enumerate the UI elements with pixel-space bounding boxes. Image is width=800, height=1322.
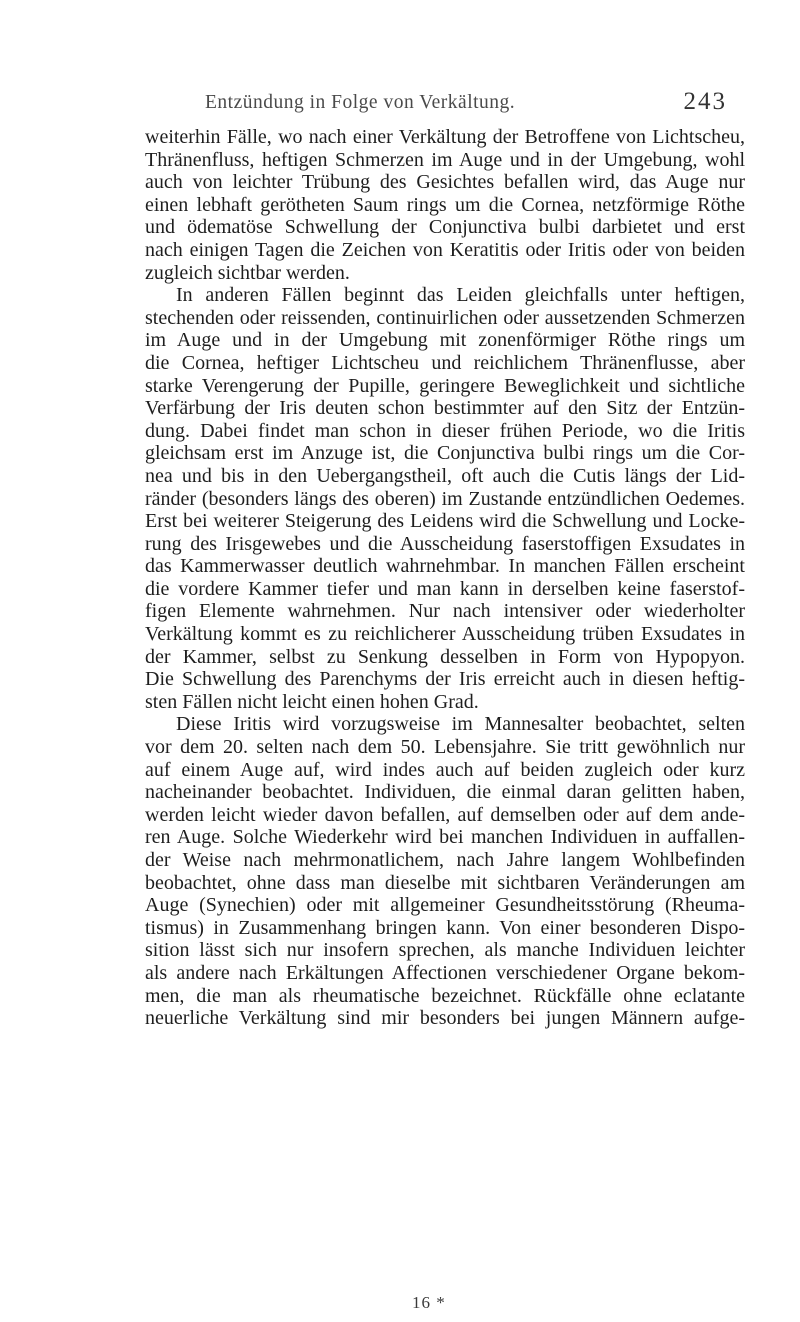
text-line: die Cornea, heftiger Lichtscheu und reichlichem Thränenflusse, aber [145,351,745,374]
text-line: In anderen Fällen beginnt das Leiden gleichfalls unter heftigen, [176,284,745,307]
text-line: neuerliche Verkältung sind mir besonders bei jungen Männern aufge- [145,1007,745,1030]
running-head [145,90,745,126]
text-line: Verkältung kommt es zu reichlicherer Ausscheidung trüben Exsudates in [145,623,745,646]
text-line: ren Auge. Solche Wiederkehr wird bei manchen Individuen in auffallen- [145,826,745,849]
text-line: der Kammer, selbst zu Senkung desselben in Form von Hypopyon. [145,645,745,668]
text-line: Die Schwellung des Parenchyms der Iris erreicht auch in diesen heftig- [145,668,745,691]
text-line: die vordere Kammer tiefer und man kann in derselben keine faserstof- [145,577,745,600]
text-line: men, die man als rheumatische bezeichnet. Rückfälle ohne eclatante [145,984,745,1007]
text-line: das Kammerwasser deutlich wahrnehmbar. In manchen Fällen erscheint [145,555,745,578]
text-line: nacheinander beobachtet. Individuen, die einmal daran gelitten haben, [145,781,745,804]
text-line: nach einigen Tagen die Zeichen von Keratitis oder Iritis oder von beiden [145,238,745,261]
signature-mark: 16 * [412,1293,446,1312]
text-line: vor dem 20. selten nach dem 50. Lebensjahre. Sie tritt gewöhnlich nur [145,736,745,759]
text-line: Thränenfluss, heftigen Schmerzen im Auge und in der Umgebung, wohl [145,148,745,171]
text-line: sten Fällen nicht leicht einen hohen Grad. [145,690,479,713]
text-line: dung. Dabei findet man schon in dieser frühen Periode, wo die Iritis [145,419,745,442]
text-line: zugleich sichtbar werden. [145,261,350,284]
text-line: und ödematöse Schwellung der Conjunctiva bulbi darbietet und erst [145,216,745,239]
text-line: werden leicht wieder davon befallen, auf demselben oder auf dem ande- [145,803,745,826]
text-line: sition lässt sich nur insofern sprechen, als manche Individuen leichter [145,939,745,962]
text-line: Erst bei weiterer Steigerung des Leidens wird die Schwellung und Locke- [145,510,745,533]
text-line: rung des Irisgewebes und die Ausscheidung faserstoffigen Exsudates in [145,532,745,555]
text-line: weiterhin Fälle, wo nach einer Verkältung der Betroffene von Lichtscheu, [145,126,745,148]
body-text [145,126,745,1030]
text-line: stechenden oder reissenden, continuirlichen oder aussetzenden Schmerzen [145,306,745,329]
text-line: tismus) in Zusammenhang bringen kann. Von einer besonderen Dispo- [145,916,745,939]
running-head-title: Entzündung in Folge von Verkältung. [205,92,516,113]
text-line: nea und bis in den Uebergangstheil, oft auch die Cutis längs der Lid- [145,464,745,487]
page-number: 243 [683,88,727,115]
text-line: Verfärbung der Iris deuten schon bestimmter auf den Sitz der Entzün- [145,397,745,420]
text-line: gleichsam erst im Anzuge ist, die Conjunctiva bulbi rings um die Cor- [145,442,745,465]
text-line: figen Elemente wahrnehmen. Nur nach intensiver oder wiederholter [145,600,745,623]
text-line: im Auge und in der Umgebung mit zonenförmiger Röthe rings um [145,329,745,352]
text-line: starke Verengerung der Pupille, geringere Beweglichkeit und sichtliche [145,374,745,397]
text-line: ränder (besonders längs des oberen) im Zustande entzündlichen Oedemes. [145,487,745,510]
text-line: beobachtet, ohne dass man dieselbe mit sichtbaren Veränderungen am [145,871,745,894]
text-line: einen lebhaft gerötheten Saum rings um die Cornea, netzförmige Röthe [145,193,745,216]
text-line: Auge (Synechien) oder mit allgemeiner Gesundheitsstörung (Rheuma- [145,894,745,917]
text-line: als andere nach Erkältungen Affectionen verschiedener Organe bekom- [145,961,745,984]
text-line: auch von leichter Trübung des Gesichtes befallen wird, das Auge nur [145,171,745,194]
text-line: auf einem Auge auf, wird indes auch auf beiden zugleich oder kurz [145,758,745,781]
text-line: Diese Iritis wird vorzugsweise im Mannesalter beobachtet, selten [176,713,745,736]
text-line: der Weise nach mehrmonatlichem, nach Jahre langem Wohlbefinden [145,849,745,871]
